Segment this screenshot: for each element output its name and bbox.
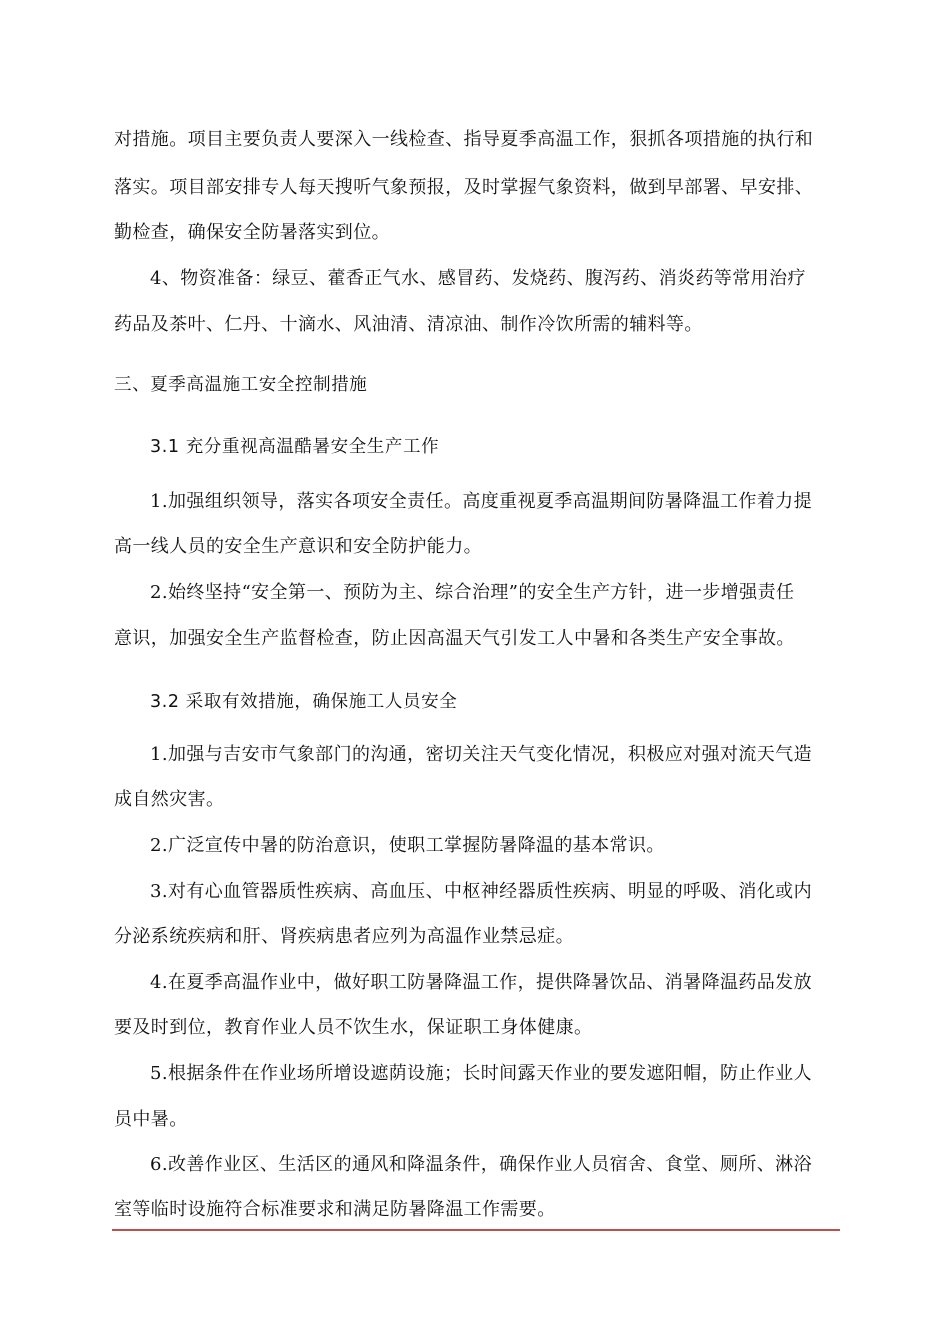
- paragraph-line: 药品及茶叶、仁丹、十滴水、风油清、清凉油、制作冷饮所需的辅料等。: [114, 314, 703, 335]
- paragraph-line: 对措施。项目主要负责人要深入一线检查、指导夏季高温工作，狠抓各项措施的执行和: [114, 129, 814, 150]
- paragraph-line: 勤检查，确保安全防暑落实到位。: [114, 222, 390, 243]
- paragraph-line: 员中暑。: [114, 1109, 188, 1130]
- paragraph-line: 分泌系统疾病和肝、肾疾病患者应列为高温作业禁忌症。: [114, 926, 574, 947]
- paragraph-line: 成自然灾害。: [114, 789, 225, 810]
- paragraph-line: 5.根据条件在作业场所增设遮荫设施；长时间露天作业的要发遮阳帽，防止作业人: [150, 1063, 812, 1084]
- paragraph-line: 4、物资准备：绿豆、藿香正气水、感冒药、发烧药、腹泻药、消炎药等常用治疗: [150, 268, 806, 289]
- paragraph-line: 意识，加强安全生产监督检查，防止因高温天气引发工人中暑和各类生产安全事故。: [114, 628, 795, 649]
- paragraph-line: 1.加强组织领导，落实各项安全责任。高度重视夏季高温期间防暑降温工作着力提: [150, 491, 812, 512]
- subsection-heading: 3.1 充分重视高温酷暑安全生产工作: [150, 437, 440, 457]
- paragraph-line: 4.在夏季高温作业中，做好职工防暑降温工作，提供降暑饮品、消暑降温药品发放: [150, 972, 812, 993]
- footer-rule: [112, 1229, 840, 1231]
- paragraph-line: 1.加强与吉安市气象部门的沟通，密切关注天气变化情况，积极应对强对流天气造: [150, 744, 812, 765]
- paragraph-line: 2.广泛宣传中暑的防治意识，使职工掌握防暑降温的基本常识。: [150, 835, 665, 856]
- paragraph-line: 落实。项目部安排专人每天搜听气象预报，及时掌握气象资料，做到早部署、早安排、: [114, 177, 814, 198]
- paragraph-line: 要及时到位，教育作业人员不饮生水，保证职工身体健康。: [114, 1017, 593, 1038]
- section-heading: 三、夏季高温施工安全控制措施: [114, 375, 368, 395]
- paragraph-line: 6.改善作业区、生活区的通风和降温条件，确保作业人员宿舍、食堂、厕所、淋浴: [150, 1154, 812, 1175]
- paragraph-line: 高一线人员的安全生产意识和安全防护能力。: [114, 536, 482, 557]
- subsection-heading: 3.2 采取有效措施，确保施工人员安全: [150, 692, 458, 712]
- paragraph-line: 室等临时设施符合标准要求和满足防暑降温工作需要。: [114, 1199, 556, 1220]
- paragraph-line: 2.始终坚持“安全第一、预防为主、综合治理”的安全生产方针，进一步增强责任: [150, 582, 795, 603]
- paragraph-line: 3.对有心血管器质性疾病、高血压、中枢神经器质性疾病、明显的呼吸、消化或内: [150, 881, 812, 902]
